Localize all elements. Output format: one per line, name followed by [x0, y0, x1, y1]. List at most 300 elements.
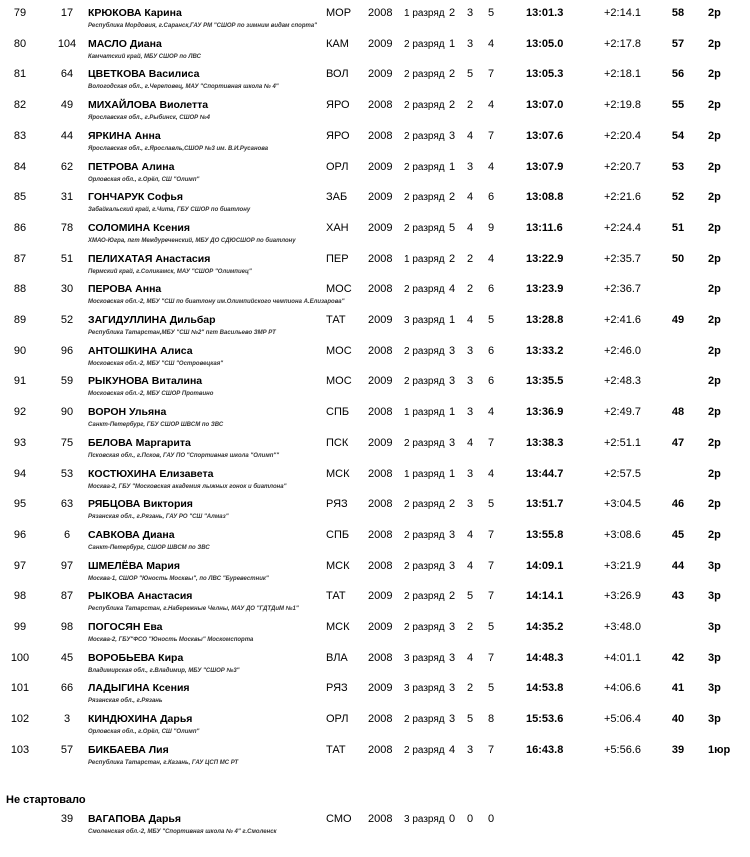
table-row: [0, 708, 750, 740]
athlete-name: ВАГАПОВА Дарья: [88, 813, 181, 825]
athlete-club: Московская обл.-2, МБУ "СШ по биатлону им.Олимпийского чемпиона А.Елизарова": [88, 299, 345, 306]
place-cell: 90: [13, 344, 27, 357]
table-row: [0, 555, 750, 587]
points-cell: 46: [671, 498, 685, 511]
bib-cell: 96: [60, 344, 74, 357]
gap-cell: +4:01.1: [604, 651, 642, 664]
region-cell: ОРЛ: [326, 713, 349, 726]
shooting-total-cell: 5: [487, 682, 495, 695]
birth-year-cell: 2009: [368, 590, 393, 603]
shooting-2-cell: 3: [466, 467, 474, 480]
rank-cell: 2 разряд: [404, 284, 445, 296]
place-cell: 84: [13, 160, 27, 173]
athlete-name: БЕЛОВА Маргарита: [88, 436, 191, 449]
shooting-1-cell: 5: [448, 221, 456, 234]
category-cell: 2р: [708, 160, 721, 173]
region-cell: ТАТ: [326, 743, 346, 756]
table-row: [0, 63, 750, 95]
table-row: [0, 808, 750, 840]
shooting-1-cell: 3: [448, 375, 456, 388]
shooting-2-cell: 3: [466, 375, 474, 388]
birth-year-cell: 2008: [368, 129, 393, 142]
place-cell: 81: [13, 68, 27, 81]
gap-cell: +2:48.3: [604, 375, 642, 388]
rank-cell: 3 разряд: [404, 652, 445, 664]
shooting-1-cell: 2: [448, 99, 456, 112]
category-cell: 2р: [708, 436, 721, 449]
athlete-club: Московская обл.-2, МБУ "СШ "Островецкая": [88, 360, 224, 367]
place-cell: 89: [13, 314, 27, 326]
table-row: [0, 616, 750, 648]
athlete-name: ШМЕЛЁВА Мария: [88, 559, 180, 572]
region-cell: МОС: [326, 375, 352, 388]
category-cell: 2р: [708, 99, 721, 112]
shooting-total-cell: 4: [487, 252, 495, 265]
time-cell: 13:22.9: [526, 252, 564, 265]
table-row: [0, 524, 750, 556]
athlete-club: Республика Татарстан,МБУ "СШ №2" пгт Васильево ЗМР РТ: [88, 330, 276, 336]
time-cell: 13:11.6: [526, 221, 563, 234]
gap-cell: +2:21.6: [604, 191, 642, 204]
time-cell: 13:08.8: [526, 191, 564, 204]
region-cell: МОС: [326, 344, 352, 357]
category-cell: 2р: [708, 467, 721, 480]
birth-year-cell: 2009: [368, 160, 393, 173]
table-row: [0, 186, 750, 218]
region-cell: РЯЗ: [326, 682, 348, 695]
athlete-name: СОЛОМИНА Ксения: [88, 221, 191, 234]
shooting-total-cell: 5: [487, 621, 495, 633]
time-cell: 15:53.6: [526, 713, 564, 726]
category-cell: 2р: [708, 37, 721, 50]
region-cell: ОРЛ: [326, 160, 349, 173]
bib-cell: 17: [60, 7, 74, 19]
shooting-2-cell: 3: [466, 406, 474, 419]
place-cell: 100: [10, 651, 30, 664]
shooting-2-cell: 5: [466, 68, 474, 81]
rank-cell: 2 разряд: [404, 69, 445, 81]
category-cell: 2р: [708, 314, 721, 326]
table-row: [0, 493, 750, 525]
birth-year-cell: 2008: [368, 743, 393, 756]
table-row: [0, 585, 750, 617]
shooting-total-cell: 6: [487, 191, 495, 204]
time-cell: 13:35.5: [526, 375, 564, 388]
points-cell: 39: [671, 743, 685, 756]
category-cell: 3р: [708, 651, 721, 664]
region-cell: ВОЛ: [326, 68, 349, 81]
bib-cell: 31: [60, 191, 74, 204]
athlete-club: Ярославская обл., г.Рыбинск, СШОР №4: [88, 115, 210, 122]
time-cell: 14:14.1: [526, 590, 564, 603]
region-cell: СПБ: [326, 528, 350, 541]
place-cell: 82: [13, 99, 27, 112]
time-cell: 13:28.8: [526, 314, 564, 326]
points-cell: 53: [671, 160, 685, 173]
time-cell: 13:05.3: [526, 68, 564, 81]
shooting-2-cell: 4: [466, 559, 474, 572]
athlete-club: Москва-2, ГБУ "Московская академия лыжных гонок и биатлона": [88, 483, 287, 490]
gap-cell: +3:48.0: [604, 621, 642, 633]
region-cell: КАМ: [326, 37, 349, 50]
athlete-name: БИКБАЕВА Лия: [88, 743, 169, 756]
time-cell: 13:07.9: [526, 160, 564, 173]
bib-cell: 51: [60, 252, 74, 265]
points-cell: 51: [671, 221, 685, 234]
bib-cell: 64: [60, 68, 74, 81]
category-cell: 2р: [708, 129, 721, 142]
gap-cell: +2:51.1: [604, 436, 642, 449]
shooting-total-cell: 9: [487, 221, 495, 234]
athlete-club: Москва-2, ГБУ"ФСО "Юность Москвы" Москомспорта: [88, 637, 254, 643]
shooting-total-cell: 5: [487, 314, 495, 326]
shooting-total-cell: 4: [487, 406, 495, 419]
shooting-1-cell: 3: [448, 651, 456, 664]
birth-year-cell: 2008: [368, 283, 393, 296]
time-cell: 16:43.8: [526, 743, 564, 756]
region-cell: ВЛА: [326, 651, 348, 664]
rank-cell: 1 разряд: [404, 407, 445, 419]
birth-year-cell: 2009: [368, 37, 393, 50]
time-cell: 13:05.0: [526, 37, 564, 50]
shooting-1-cell: 0: [448, 813, 456, 825]
region-cell: МСК: [326, 559, 350, 572]
table-row: [0, 94, 750, 126]
gap-cell: +5:56.6: [604, 743, 642, 756]
athlete-name: АНТОШКИНА Алиса: [88, 344, 193, 357]
table-row: [0, 156, 750, 188]
points-cell: 49: [671, 314, 685, 326]
shooting-2-cell: 5: [466, 590, 474, 603]
points-cell: 41: [671, 682, 685, 695]
region-cell: ПСК: [326, 436, 349, 449]
gap-cell: +3:26.9: [604, 590, 642, 603]
rank-cell: 2 разряд: [404, 345, 445, 357]
shooting-1-cell: 1: [448, 406, 456, 419]
bib-cell: 75: [60, 436, 74, 449]
rank-cell: 2 разряд: [404, 744, 445, 756]
shooting-2-cell: 2: [466, 621, 474, 633]
bib-cell: 3: [63, 713, 71, 726]
birth-year-cell: 2009: [368, 68, 393, 81]
athlete-name: ВОРОН Ульяна: [88, 406, 167, 419]
bib-cell: 90: [60, 406, 74, 419]
bib-cell: 52: [60, 314, 74, 326]
region-cell: ЯРО: [326, 129, 350, 142]
shooting-total-cell: 0: [487, 813, 495, 825]
category-cell: 2р: [708, 375, 721, 388]
shooting-total-cell: 7: [487, 129, 495, 142]
time-cell: 14:35.2: [526, 621, 564, 633]
time-cell: 14:48.3: [526, 651, 564, 664]
athlete-name: МИХАЙЛОВА Виолетта: [88, 99, 209, 112]
bib-cell: 53: [60, 467, 74, 480]
place-cell: 97: [13, 559, 27, 572]
athlete-club: Смоленская обл.-2, МБУ "Спортивная школа № 4" г.Смоленск: [88, 829, 277, 835]
athlete-club: Камчатский край, МБУ СШОР по ЛВС: [88, 53, 201, 60]
bib-cell: 44: [60, 129, 74, 142]
rank-cell: 2 разряд: [404, 100, 445, 112]
shooting-total-cell: 7: [487, 68, 495, 81]
rank-cell: 2 разряд: [404, 560, 445, 572]
shooting-total-cell: 7: [487, 436, 495, 449]
time-cell: 13:44.7: [526, 467, 564, 480]
shooting-1-cell: 4: [448, 743, 456, 756]
rank-cell: 3 разряд: [404, 683, 445, 695]
birth-year-cell: 2009: [368, 436, 393, 449]
gap-cell: +2:46.0: [604, 344, 642, 357]
shooting-1-cell: 2: [448, 7, 456, 19]
table-row: [0, 125, 750, 157]
birth-year-cell: 2008: [368, 498, 393, 511]
place-cell: 103: [10, 743, 30, 756]
rank-cell: 3 разряд: [404, 315, 445, 326]
bib-cell: 39: [60, 813, 74, 825]
shooting-1-cell: 3: [448, 129, 456, 142]
table-row: [0, 739, 750, 771]
shooting-2-cell: 2: [466, 682, 474, 695]
athlete-club: Рязанская обл., г.Рязань, ГАУ РО "СШ "Алмаз": [88, 514, 229, 521]
shooting-total-cell: 7: [487, 590, 495, 603]
gap-cell: +2:17.8: [604, 37, 642, 50]
athlete-name: ЦВЕТКОВА Василиса: [88, 68, 200, 81]
gap-cell: +2:18.1: [604, 68, 642, 81]
athlete-name: САВКОВА Диана: [88, 528, 175, 541]
shooting-2-cell: 3: [466, 743, 474, 756]
dns-section-title: Не стартовало: [6, 794, 86, 806]
birth-year-cell: 2008: [368, 7, 393, 19]
time-cell: 14:53.8: [526, 682, 564, 695]
points-cell: 54: [671, 129, 685, 142]
gap-cell: +2:20.7: [604, 160, 642, 173]
place-cell: 79: [13, 7, 27, 19]
birth-year-cell: 2008: [368, 344, 393, 357]
place-cell: 101: [10, 682, 30, 695]
athlete-name: ГОНЧАРУК Софья: [88, 191, 184, 204]
region-cell: ЗАБ: [326, 191, 348, 204]
points-cell: 47: [671, 436, 685, 449]
place-cell: 80: [13, 37, 27, 50]
rank-cell: 2 разряд: [404, 622, 445, 633]
athlete-name: РЫКУНОВА Виталина: [88, 375, 203, 388]
time-cell: 13:07.6: [526, 129, 564, 142]
shooting-2-cell: 5: [466, 713, 474, 726]
shooting-1-cell: 2: [448, 68, 456, 81]
athlete-name: МАСЛО Диана: [88, 37, 162, 50]
region-cell: МОР: [326, 7, 352, 19]
rank-cell: 2 разряд: [404, 437, 445, 449]
shooting-2-cell: 3: [466, 498, 474, 511]
place-cell: 85: [13, 191, 27, 204]
points-cell: 40: [671, 713, 685, 726]
rank-cell: 3 разряд: [404, 814, 445, 825]
athlete-name: КРЮКОВА Карина: [88, 7, 182, 19]
shooting-total-cell: 7: [487, 651, 495, 664]
region-cell: СМО: [326, 813, 352, 825]
bib-cell: 63: [60, 498, 74, 511]
points-cell: 43: [671, 590, 685, 603]
rank-cell: 1 разряд: [404, 468, 445, 480]
gap-cell: +2:36.7: [604, 283, 642, 296]
category-cell: 3р: [708, 682, 721, 695]
birth-year-cell: 2009: [368, 375, 393, 388]
place-cell: 96: [13, 528, 27, 541]
time-cell: 13:38.3: [526, 436, 564, 449]
bib-cell: 62: [60, 160, 74, 173]
gap-cell: +2:24.4: [604, 221, 642, 234]
bib-cell: 57: [60, 743, 74, 756]
place-cell: 87: [13, 252, 27, 265]
birth-year-cell: 2009: [368, 621, 393, 633]
shooting-total-cell: 5: [487, 7, 495, 19]
athlete-club: Ярославская обл., г.Ярославль,СШОР №3 им. В.И.Русанова: [88, 145, 269, 152]
shooting-total-cell: 6: [487, 375, 495, 388]
bib-cell: 97: [60, 559, 74, 572]
shooting-total-cell: 6: [487, 344, 495, 357]
category-cell: 2р: [708, 252, 721, 265]
bib-cell: 87: [60, 590, 74, 603]
shooting-1-cell: 3: [448, 528, 456, 541]
time-cell: 13:55.8: [526, 528, 564, 541]
athlete-name: ПЕЛИХАТАЯ Анастасия: [88, 252, 211, 265]
gap-cell: +2:20.4: [604, 129, 642, 142]
category-cell: 2р: [708, 68, 721, 81]
athlete-club: Республика Мордовия, г.Саранск,ГАУ РМ "СШОР по зимним видам спорта": [88, 23, 317, 29]
bib-cell: 66: [60, 682, 74, 695]
place-cell: 93: [13, 436, 27, 449]
category-cell: 2р: [708, 283, 721, 296]
time-cell: 14:09.1: [526, 559, 564, 572]
bib-cell: 104: [57, 37, 77, 50]
shooting-1-cell: 3: [448, 436, 456, 449]
place-cell: 98: [13, 590, 27, 603]
time-cell: 13:07.0: [526, 99, 564, 112]
points-cell: 44: [671, 559, 685, 572]
shooting-1-cell: 3: [448, 559, 456, 572]
points-cell: 56: [671, 68, 685, 81]
rank-cell: 2 разряд: [404, 529, 445, 541]
shooting-1-cell: 3: [448, 344, 456, 357]
region-cell: ХАН: [326, 221, 349, 234]
athlete-name: ВОРОБЬЕВА Кира: [88, 651, 184, 664]
shooting-2-cell: 0: [466, 813, 474, 825]
athlete-name: РЫКОВА Анастасия: [88, 590, 193, 603]
athlete-name: ПЕТРОВА Алина: [88, 160, 175, 173]
rank-cell: 2 разряд: [404, 222, 445, 234]
time-cell: 13:23.9: [526, 283, 564, 296]
athlete-club: Рязанская обл., г.Рязань: [88, 698, 163, 705]
points-cell: 45: [671, 528, 685, 541]
shooting-2-cell: 4: [466, 191, 474, 204]
athlete-club: Москва-1, СШОР "Юность Москвы", по ЛВС "Буревестник": [88, 575, 269, 582]
place-cell: 83: [13, 129, 27, 142]
table-row: [0, 2, 750, 34]
athlete-name: ПЕРОВА Анна: [88, 283, 162, 296]
category-cell: 2р: [708, 221, 721, 234]
shooting-1-cell: 1: [448, 160, 456, 173]
shooting-1-cell: 2: [448, 498, 456, 511]
birth-year-cell: 2008: [368, 467, 393, 480]
bib-cell: 59: [60, 375, 74, 388]
bib-cell: 6: [63, 528, 71, 541]
category-cell: 3р: [708, 590, 721, 603]
shooting-2-cell: 3: [466, 160, 474, 173]
table-row: [0, 432, 750, 464]
birth-year-cell: 2008: [368, 713, 393, 726]
place-cell: 94: [13, 467, 27, 480]
shooting-1-cell: 3: [448, 621, 456, 633]
shooting-total-cell: 7: [487, 559, 495, 572]
birth-year-cell: 2008: [368, 559, 393, 572]
gap-cell: +4:06.6: [604, 682, 642, 695]
region-cell: РЯЗ: [326, 498, 348, 511]
birth-year-cell: 2008: [368, 406, 393, 419]
shooting-2-cell: 4: [466, 528, 474, 541]
rank-cell: 2 разряд: [404, 130, 445, 142]
points-cell: 42: [671, 651, 685, 664]
region-cell: МСК: [326, 467, 350, 480]
shooting-2-cell: 2: [466, 252, 474, 265]
shooting-1-cell: 1: [448, 314, 456, 326]
shooting-1-cell: 3: [448, 682, 456, 695]
place-cell: 95: [13, 498, 27, 511]
shooting-2-cell: 4: [466, 651, 474, 664]
shooting-1-cell: 3: [448, 713, 456, 726]
athlete-name: ПОГОСЯН Ева: [88, 621, 163, 633]
region-cell: МОС: [326, 283, 352, 296]
rank-cell: 2 разряд: [404, 192, 445, 204]
rank-cell: 2 разряд: [404, 376, 445, 388]
shooting-2-cell: 4: [466, 221, 474, 234]
birth-year-cell: 2009: [368, 221, 393, 234]
gap-cell: +2:57.5: [604, 467, 642, 480]
points-cell: 50: [671, 252, 685, 265]
shooting-total-cell: 4: [487, 99, 495, 112]
bib-cell: 30: [60, 283, 74, 296]
athlete-club: Пермский край, г.Соликамск, МАУ "СШОР "Олимпиец": [88, 268, 252, 275]
athlete-club: Владимирская обл., г.Владимир, МБУ "СШОР №3": [88, 667, 240, 674]
athlete-club: Орловская обл., г.Орёл, СШ "Олимп": [88, 176, 200, 183]
rank-cell: 1 разряд: [404, 253, 445, 265]
athlete-club: Забайкальский край, г.Чита, ГБУ СШОР по биатлону: [88, 207, 251, 214]
table-row: [0, 309, 750, 341]
shooting-1-cell: 1: [448, 37, 456, 50]
athlete-club: Орловская обл., г.Орёл, СШ "Олимп": [88, 729, 200, 736]
table-row: [0, 463, 750, 495]
rank-cell: 2 разряд: [404, 591, 445, 603]
shooting-total-cell: 8: [487, 713, 495, 726]
table-row: [0, 217, 750, 249]
region-cell: ТАТ: [326, 314, 346, 326]
time-cell: 13:33.2: [526, 344, 564, 357]
category-cell: 3р: [708, 713, 721, 726]
shooting-2-cell: 3: [466, 7, 474, 19]
rank-cell: 2 разряд: [404, 714, 445, 726]
birth-year-cell: 2008: [368, 651, 393, 664]
birth-year-cell: 2008: [368, 813, 393, 825]
shooting-total-cell: 6: [487, 283, 495, 296]
athlete-name: ЛАДЫГИНА Ксения: [88, 682, 190, 695]
athlete-name: КИНДЮХИНА Дарья: [88, 713, 193, 726]
athlete-name: ЯРКИНА Анна: [88, 129, 161, 142]
birth-year-cell: 2008: [368, 528, 393, 541]
bib-cell: 49: [60, 99, 74, 112]
athlete-name: РЯБЦОВА Виктория: [88, 498, 193, 511]
athlete-club: Московская обл.-2, МБУ СШОР Протвино: [88, 391, 214, 398]
category-cell: 1юр: [708, 743, 731, 756]
region-cell: ЯРО: [326, 99, 350, 112]
time-cell: 13:36.9: [526, 406, 564, 419]
